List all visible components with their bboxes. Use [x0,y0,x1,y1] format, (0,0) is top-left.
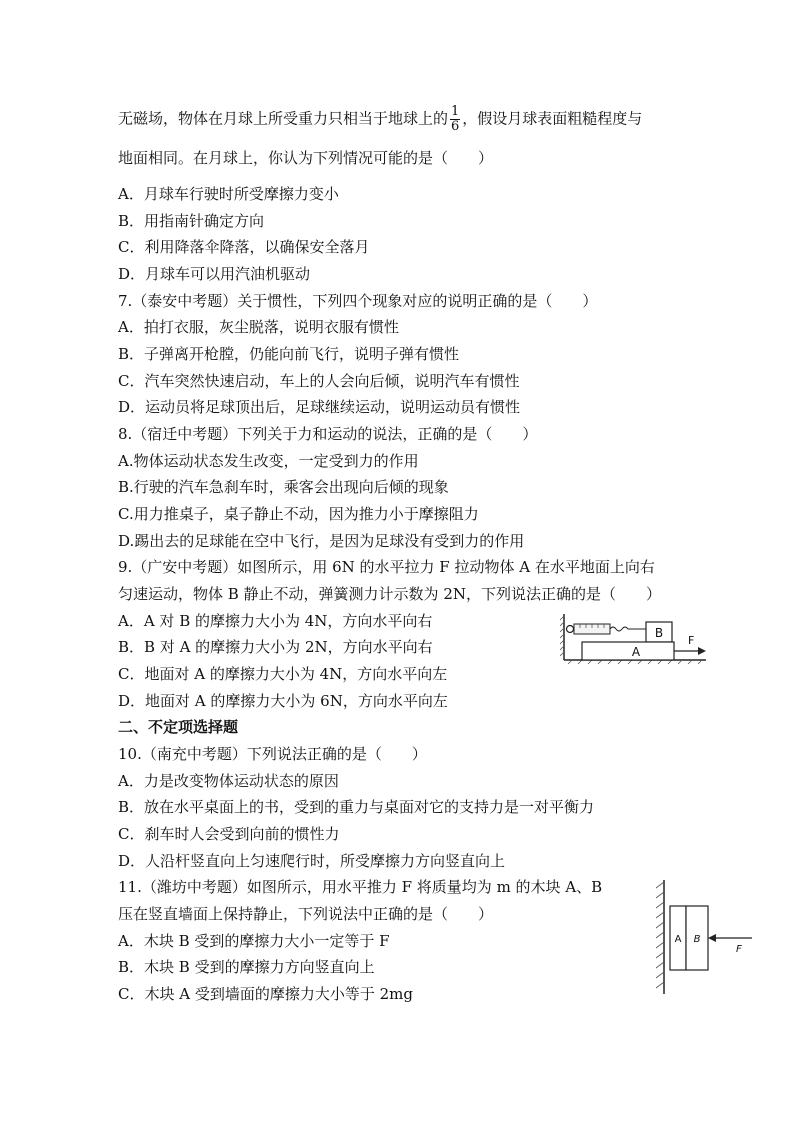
q7-option-a: A．拍打衣服，灰尘脱落，说明衣服有惯性 [118,318,399,336]
block-a [582,642,674,660]
q9-option-a: A．A 对 B 的摩擦力大小为 4N，方向水平向右 [118,612,433,630]
force-arrowhead [698,647,706,655]
q7-option-b: B．子弹离开枪膛，仍能向前飞行，说明子弹有惯性 [118,345,460,363]
q7-option-c: C．汽车突然快速启动，车上的人会向后倾，说明汽车有惯性 [118,372,520,390]
q6-option-b: B．用指南针确定方向 [118,212,265,230]
q9-option-c: C．地面对 A 的摩擦力大小为 4N，方向水平向左 [118,665,448,683]
q6-option-c: C．利用降落伞降落，以确保安全落月 [118,238,370,256]
block-b-label: B [693,934,701,945]
q9-option-d: D．地面对 A 的摩擦力大小为 6N，方向水平向左 [118,692,448,710]
q11-option-b: B．木块 B 受到的摩擦力方向竖直向上 [118,958,375,976]
q11-option-a: A．木块 B 受到的摩擦力大小一定等于 F [118,932,390,950]
q10-option-d: D．人沿杆竖直向上匀速爬行时，所受摩擦力方向竖直向上 [118,852,506,870]
q9-option-b: B．B 对 A 的摩擦力大小为 2N，方向水平向右 [118,638,433,656]
q11-figure-wall-blocks [652,878,756,996]
q7-stem: 7.（泰安中考题）关于惯性，下列四个现象对应的说明正确的是（ ） [118,292,598,310]
wall-hatching [656,882,664,988]
q11-stem-line1: 11.（潍坊中考题）如图所示，用水平推力 F 将质量均为 m 的木块 A、B [118,878,603,896]
q6-option-a: A．月球车行驶时所受摩擦力变小 [118,185,339,203]
q8-option-b: B.行驶的汽车急刹车时，乘客会出现向后倾的现象 [118,478,449,496]
force-arrowhead [708,934,716,942]
q9-stem-line2: 匀速运动，物体 B 静止不动，弹簧测力计示数为 2N，下列说法正确的是（ ） [118,585,661,603]
q6-option-d: D．月球车可以用汽油机驱动 [118,265,311,283]
wall-hook [567,626,574,633]
force-f-label: F [736,944,742,955]
fraction-one-sixth [450,105,460,134]
block-a-label: A [674,934,682,945]
q6-text-before-fraction: 无磁场，物体在月球上所受重力只相当于地球上的 [118,109,449,128]
q11-option-c: C．木块 A 受到墙面的摩擦力大小等于 2mg [118,985,413,1003]
q10-option-c: C．刹车时人会受到向前的惯性力 [118,825,340,843]
q8-option-d: D.踢出去的足球能在空中飞行，是因为足球没有受到力的作用 [118,532,525,550]
q8-option-a: A.物体运动状态发生改变，一定受到力的作用 [118,452,419,470]
block-b-label: B [654,626,664,640]
q11-stem-line2: 压在竖直墙面上保持静止，下列说法中正确的是（ ） [118,905,494,923]
spring-hook-line [610,627,646,631]
q8-stem: 8.（宿迁中考题）下列关于力和运动的说法，正确的是（ ） [118,425,538,443]
q9-figure-spring-balance [560,612,710,670]
q9-stem-line1: 9.（广安中考题）如图所示，用 6N 的水平拉力 F 拉动物体 A 在水平地面上向右 [118,558,655,576]
q10-option-a: A．力是改变物体运动状态的原因 [118,772,339,790]
force-f-label: F [688,634,695,647]
fraction-denominator: 6 [451,119,460,134]
q6-stem-line2: 地面相同。在月球上，你认为下列情况可能的是（ ） [118,149,494,167]
q8-option-c: C.用力推桌子，桌子静止不动，因为推力小于摩擦阻力 [118,505,479,523]
fraction-numerator: 1 [451,104,460,119]
q10-stem: 10.（南充中考题）下列说法正确的是（ ） [118,745,427,763]
q10-option-b: B．放在水平桌面上的书，受到的重力与桌面对它的支持力是一对平衡力 [118,798,595,816]
q7-option-d: D．运动员将足球顶出后，足球继续运动，说明运动员有惯性 [118,398,521,416]
q6-stem-line1 [118,105,642,134]
q6-text-after-fraction: ，假设月球表面粗糙程度与 [462,109,643,128]
block-a-label: A [631,645,641,659]
section-title: 二、不定项选择题 [118,718,239,736]
